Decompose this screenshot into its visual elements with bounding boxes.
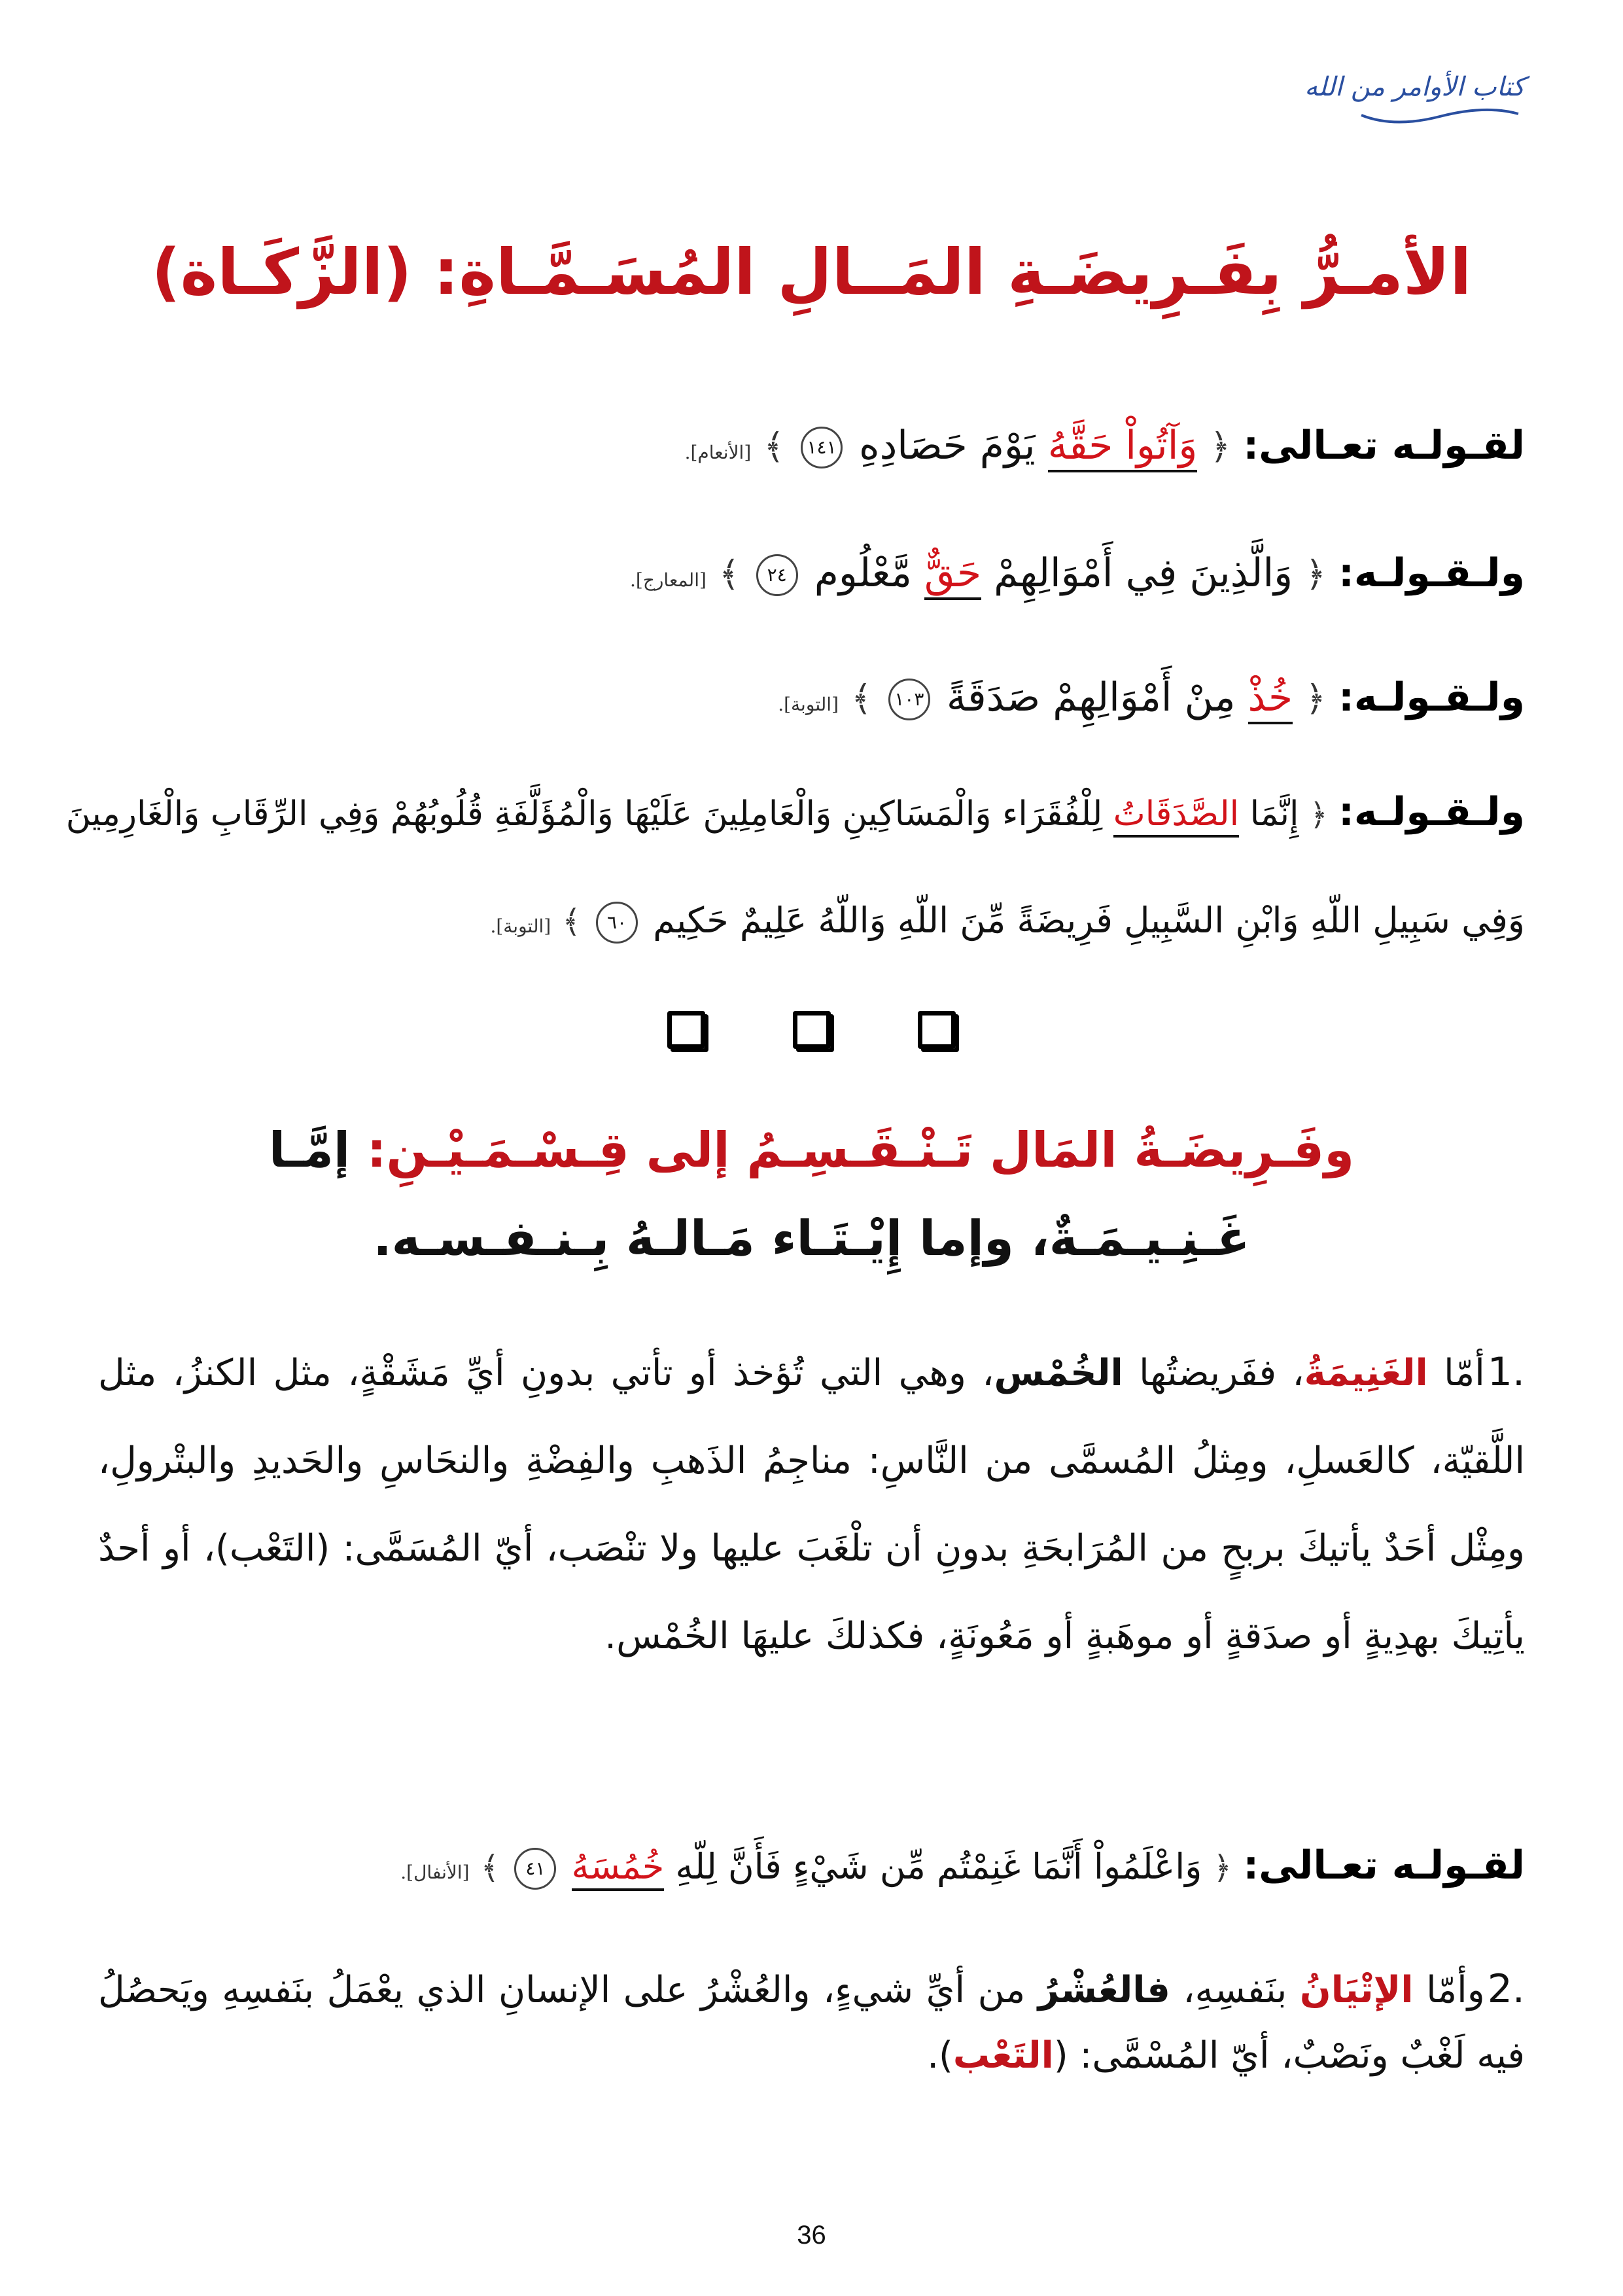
surah-name: [التوبة]. xyxy=(778,694,839,715)
list-number: 1. xyxy=(1487,1349,1526,1395)
paragraph-text: ). xyxy=(927,2034,953,2077)
square-ornament-icon xyxy=(793,1011,831,1049)
verse-text: يَوْمَ حَصَادِهِ xyxy=(859,423,1048,468)
verse-number: ٤١ xyxy=(514,1848,556,1890)
surah-name: [المعارج]. xyxy=(630,569,707,591)
square-ornament-icon xyxy=(918,1011,956,1049)
verse-text: وَالَّذِينَ فِي أَمْوَالِهِمْ xyxy=(981,550,1293,596)
verse-text: وَاعْلَمُواْ أَنَّمَا غَنِمْتُم مِّن شَيْءٍ فَأَنَّ لِلّهِ xyxy=(664,1846,1202,1887)
verse-number: ١٠٣ xyxy=(888,679,930,720)
verse-text: إِنَّمَا xyxy=(1239,794,1299,834)
paragraph-text: من أيِّ شيءٍ، والعُشْرُ على الإنسانِ الذي يعْمَلُ بنَفسِهِ ويَحصُلُ فيه لَغْبٌ ونَصْبٌ، أيّ المُسْمَّى: ( xyxy=(98,1969,1525,2077)
section-heading-black: إمَّـا xyxy=(268,1122,367,1178)
verse-highlight: وَآتُواْ حَقَّهُ xyxy=(1048,423,1198,472)
verse-open-bracket: ﴿ xyxy=(1305,678,1326,719)
verse-number: ٢٤ xyxy=(756,554,798,596)
paragraph-text: أمّا xyxy=(1427,1352,1485,1394)
paragraph-text: ، وهي التي تُؤخذ أو تأتي بدونِ أيِّ مَشَقْةٍ، مثل الكنزُ، مثل اللَّقيّة، كالعَسلِ، ومِثلُ المُسمَّى من النَّاسِ: مناجِمُ الذَهبِ والفِضْةِ والنحَاسِ والحَديدِ والبتْرولِ، ومِثْل أحَدٌ يأتيكَ بربحٍ من المُرَابحَةِ بدونِ أن تلْغَبَ عليها ولا تنْصَب، أيّ المُسَمَّى: (التَعْب)، أو أحدٌ يأتِيكَ بهدِيةٍ أو صدَقةٍ أو موهَبةٍ أو مَعُونَةٍ، فكذلكَ عليهَا الخُمْس. xyxy=(98,1352,1525,1657)
verse-open-bracket: ﴿ xyxy=(1213,1850,1232,1886)
paragraph-1 xyxy=(98,1328,1525,1680)
verse-close-bracket: ﴾ xyxy=(480,1850,500,1886)
section-heading xyxy=(98,1122,1525,1178)
running-header xyxy=(1304,72,1525,128)
square-ornament-icon xyxy=(667,1011,705,1049)
verse-line xyxy=(98,422,1525,469)
verse-open-bracket: ﴿ xyxy=(1210,426,1231,467)
paragraph-2 xyxy=(98,1956,1525,2089)
verse-highlight: الصَّدَقَاتُ xyxy=(1113,794,1239,838)
verse-line xyxy=(98,900,1525,944)
verse-highlight: حَقٌّ xyxy=(924,550,981,600)
verse-lead: لقـولـه تعـالى: xyxy=(1243,1843,1525,1888)
verse-text: وَفِي سَبِيلِ اللّهِ وَابْنِ السَّبِيلِ فَرِيضَةً مِّنَ اللّهِ وَاللّهُ عَلِيمٌ حَكِيم xyxy=(653,900,1525,941)
verse-text: لِلْفُقَرَاء وَالْمَسَاكِينِ وَالْعَامِلِينَ عَلَيْهَا وَالْمُؤَلَّفَةِ قُلُوبُهُمْ وَفِي الرِّقَابِ وَالْغَارِمِينَ xyxy=(65,794,1113,834)
paragraph-text: وأمّا xyxy=(1413,1969,1485,2011)
section-divider xyxy=(0,1011,1623,1051)
verse-open-bracket: ﴿ xyxy=(1309,798,1328,833)
surah-name: [التوبة]. xyxy=(490,915,551,937)
paragraph-text: ، ففَريضتُها xyxy=(1123,1352,1304,1394)
verse-line xyxy=(98,1842,1525,1890)
verse-number: ٦٠ xyxy=(596,902,638,944)
term-ushr: فالعُشْرُ xyxy=(1038,1969,1170,2011)
verse-close-bracket: ﴾ xyxy=(562,904,581,940)
verse-text: مَّعْلُوم xyxy=(814,550,924,596)
term-taab: التَعْب xyxy=(952,2034,1054,2077)
term-ityan: الإتْيَانُ xyxy=(1299,1969,1414,2011)
verse-highlight: خُمُسَهُ xyxy=(572,1846,665,1891)
term-ghanima: الغَنِيمَةُ xyxy=(1304,1352,1428,1394)
book-title: كتاب الأوامر من الله xyxy=(1304,72,1525,102)
paragraph-text: بنَفسِهِ، xyxy=(1170,1969,1300,2011)
header-swirl-ornament xyxy=(1355,102,1525,128)
verse-close-bracket: ﴾ xyxy=(763,426,784,467)
verse-open-bracket: ﴿ xyxy=(1305,554,1326,595)
surah-name: [الأنفال]. xyxy=(400,1862,470,1883)
verse-lead: ولـقـولـه: xyxy=(1338,789,1525,835)
verse-lead: لقـولـه تعـالى: xyxy=(1243,423,1525,468)
verse-text: مِنْ أَمْوَالِهِمْ صَدَقَةً xyxy=(946,675,1248,720)
section-heading-red: وفَـرِيضَـةُ المَال تَـنْـقَـسِـمُ إلى قِـسْـمَـيْـنِ: xyxy=(366,1122,1355,1178)
section-heading: غَـنِـيـمَـةٌ، وإما إِيْـتَـاء مَـالـهُ بِـنـفـسـه. xyxy=(373,1210,1250,1267)
surah-name: [الأنعام]. xyxy=(684,442,752,463)
page-title: الأمـرُّ بِفَـرِيضَـةِ المَــالِ المُسَـمَّـاةِ: (الزَّكَـاة) xyxy=(151,236,1472,309)
verse-line xyxy=(98,674,1525,721)
verse-close-bracket: ﴾ xyxy=(851,678,872,719)
verse-highlight: خُذْ xyxy=(1248,675,1293,724)
list-number: 2. xyxy=(1487,1966,1525,2012)
verse-lead: ولـقـولـه: xyxy=(1338,675,1525,720)
verse-line xyxy=(98,550,1525,597)
verse-number: ١٤١ xyxy=(801,427,843,468)
verse-lead: ولـقـولـه: xyxy=(1338,550,1525,596)
verse-close-bracket: ﴾ xyxy=(718,554,740,595)
verse-line xyxy=(65,788,1525,836)
term-khums: الخُمْس xyxy=(994,1352,1123,1394)
page-number: 36 xyxy=(797,2221,826,2250)
